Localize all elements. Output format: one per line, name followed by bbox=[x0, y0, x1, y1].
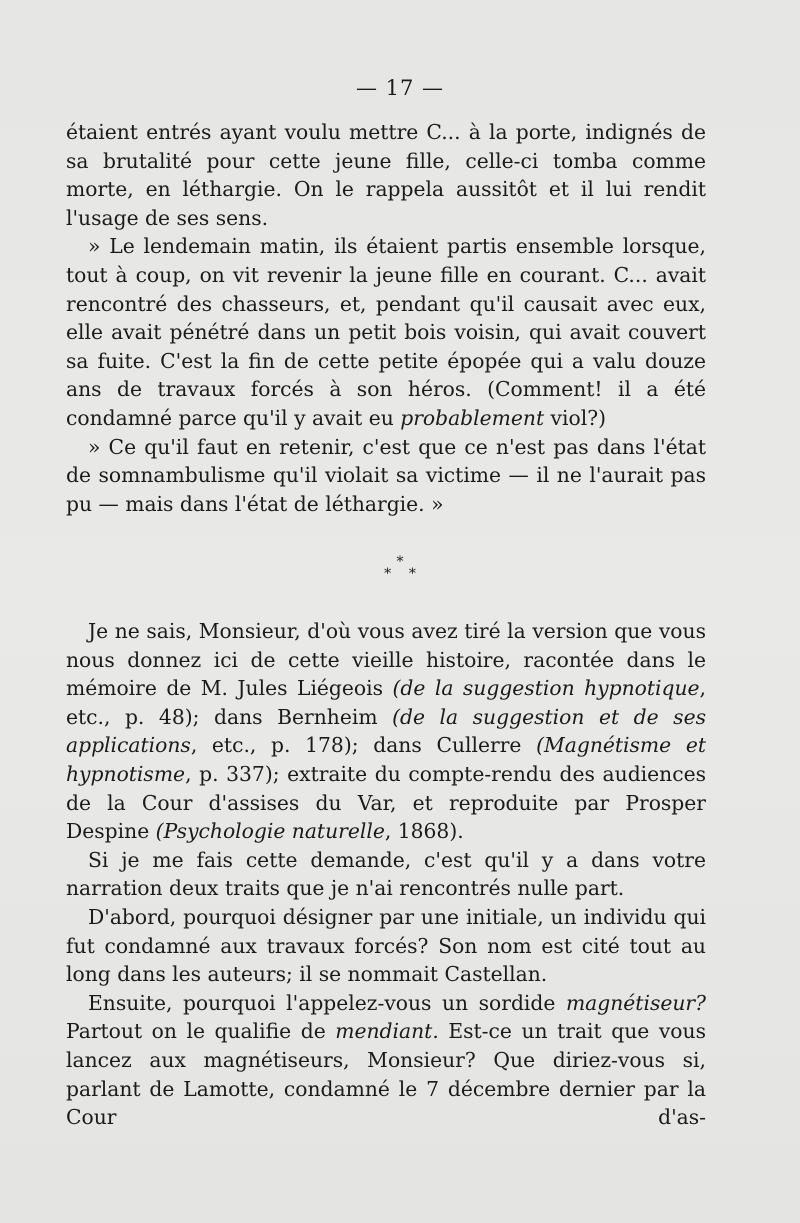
separator-star-top: * bbox=[396, 554, 404, 570]
italic-text: (Psychologie naturelle bbox=[155, 819, 385, 844]
italic-text: (Magnétisme et hypnotisme bbox=[66, 733, 706, 786]
paragraph: » Ce qu'il faut en retenir, c'est que ce n'est pas dans l'état de somnambulisme qu'il violait sa victime — il ne l'aurait pas pu — mais dans l'état de léthargie. » bbox=[66, 434, 706, 516]
page-number: — 17 — bbox=[355, 76, 445, 100]
paragraph bbox=[66, 989, 706, 1132]
paragraph-text: viol?) bbox=[544, 405, 606, 430]
paragraph-text: Je ne sais, Monsieur, d'où vous avez tiré la version que vous nous donnez ici de cette vieille histoire, racontée dans le mémoire de M. Jules Liégeois bbox=[66, 619, 706, 701]
paragraph: Si je me fais cette demande, c'est qu'il y a dans votre narration deux traits que je n'ai rencontrés nulle part. bbox=[66, 847, 706, 901]
paragraph bbox=[66, 617, 706, 846]
paragraph: D'abord, pourquoi désigner par une initiale, un individu qui fut condamné aux travaux forcés? Son nom est cité tout au long dans les auteurs; il se nommait Castellan. bbox=[66, 904, 706, 987]
separator-stars-bottom: * * bbox=[384, 566, 416, 582]
paragraph: étaient entrés ayant voulu mettre C... à la porte, indignés de sa brutalité pour cette jeune fille, celle-ci tomba comme morte, en léthargie. On le rappela aussitôt et il lui rendit l'usage de ses sens. bbox=[66, 120, 706, 230]
italic-text: (de la suggestion hypnotique bbox=[392, 676, 700, 701]
paragraph-text: » Le lendemain matin, ils étaient partis ensemble lorsque, tout à coup, on vit revenir la jeune fille en courant. C... avait rencontré des chasseurs, et, pendant qu'il causait avec eux, elle avait pénétré dans un petit bois voisin, qui avait couvert sa fuite. C'est la fin de cette petite épopée qui a valu douze ans de travaux forcés à son héros. (Comment! il a été condamné parce qu'il y avait eu bbox=[66, 234, 706, 430]
italic-text: mendiant. bbox=[335, 1019, 439, 1044]
paragraph bbox=[66, 232, 706, 432]
italic-text: (de la suggestion et de ses applications bbox=[66, 704, 706, 758]
text-block-bottom bbox=[66, 617, 706, 1132]
paragraph-text: , etc., p. 48); dans Bernheim bbox=[66, 676, 706, 729]
text-block-top bbox=[66, 118, 706, 518]
paragraph-text: , etc., p. 178); dans Cullerre bbox=[190, 733, 537, 758]
italic-text: magnétiseur? bbox=[565, 990, 706, 1015]
section-separator bbox=[0, 556, 800, 580]
italic-text: probablement bbox=[400, 405, 545, 430]
paragraph-text: Ensuite, pourquoi l'appelez-vous un sordide bbox=[88, 990, 566, 1015]
paragraph-text: Est-ce un trait que vous lancez aux magnétiseurs, Monsieur? Que diriez-vous si, parlant de Lamotte, condamné le 7 décembre dernier par la Cour d'as- bbox=[66, 1019, 706, 1130]
paragraph-text: Partout on le qualifie de bbox=[66, 1019, 336, 1044]
paragraph-text: , 1868). bbox=[384, 819, 464, 844]
paragraph-text: , p. 337); extraite du compte-rendu des audiences de la Cour d'assises du Var, et reproduite par Prosper Despine bbox=[66, 761, 706, 844]
